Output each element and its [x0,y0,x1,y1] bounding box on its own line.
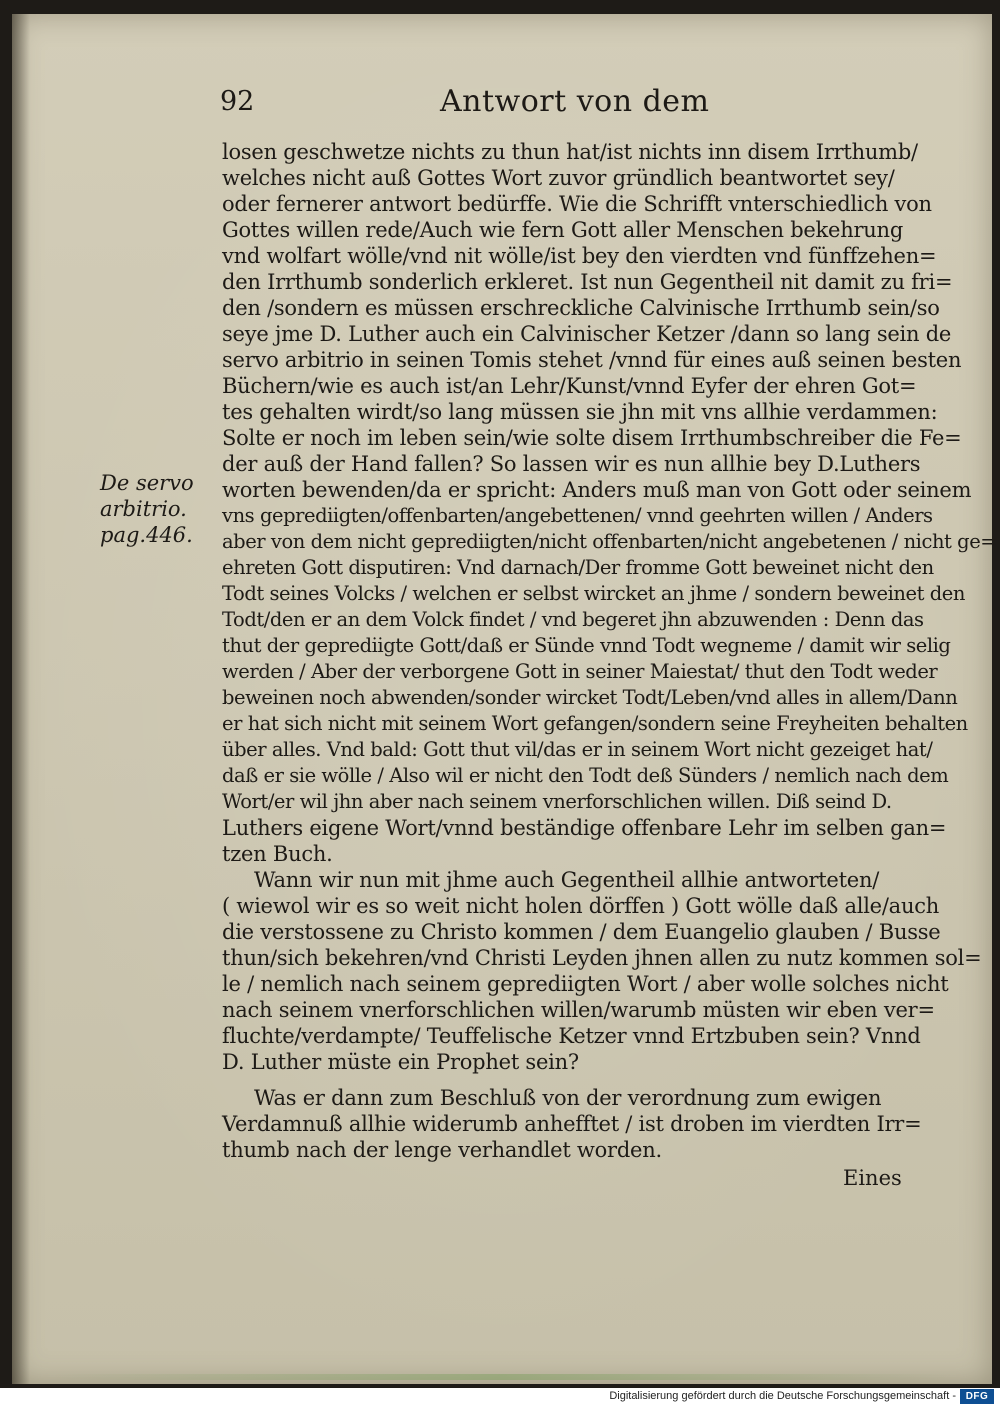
text-line: Wann wir nun mit jhme auch Gegentheil allhie antworteten/ [254,868,880,892]
text-line: Gottes willen rede/Auch wie fern Gott aller Menschen bekehrung [222,218,904,242]
text-line: thumb nach der lenge verhandlet worden. [222,1138,662,1162]
margin-note-line: pag.446. [100,523,193,547]
page-number: 92 [220,86,255,117]
running-head: Antwort von dem [440,84,710,119]
text-line: oder fernerer antwort bedürffe. Wie die Schrifft vnterschiedlich von [222,192,932,216]
text-line: welches nicht auß Gottes Wort zuvor gründlich beantwortet sey/ [222,166,895,190]
text-line: fluchte/verdampte/ Teuffelische Ketzer vnnd Ertzbuben sein? Vnnd [222,1024,921,1048]
text-line: servo arbitrio in seinen Tomis stehet /vnnd für eines auß seinen besten [222,348,962,372]
text-line: werden / Aber der verborgene Gott in seiner Maiestat/ thut den Todt weder [222,660,938,683]
text-line: nach seinem vnerforschlichen willen/warumb müsten wir eben ver= [222,998,935,1022]
text-line: le / nemlich nach seinem geprediigten Wort / aber wolle solches nicht [222,972,949,996]
text-line: vnd wolfart wölle/vnd nit wölle/ist bey den vierdten vnd fünffzehen= [222,244,937,268]
text-line: der auß der Hand fallen? So lassen wir es nun allhie bey D.Luthers [222,452,921,476]
text-line: worten bewenden/da er spricht: Anders muß man von Gott oder seinem [222,478,972,502]
page-binding-shadow [12,14,30,1384]
text-line: Todt/den er an dem Volck findet / vnd begeret jhn abzuwenden : Denn das [222,608,924,631]
text-line: er hat sich nicht mit seinem Wort gefangen/sondern seine Freyheiten behalten [222,712,968,735]
text-line: den /sondern es müssen erschreckliche Calvinische Irrthumb sein/so [222,296,940,320]
text-line: Todt seines Volcks / welchen er selbst wircket an jhme / sondern beweinet den [222,582,965,605]
text-line: tzen Buch. [222,842,333,866]
text-line: beweinen noch abwenden/sonder wircket Todt/Leben/vnd alles in allem/Dann [222,686,958,709]
text-line: Wort/er wil jhn aber nach seinem vnerforschlichen willen. Diß seind D. [222,790,892,813]
funding-credit: Digitalisierung gefördert durch die Deutsche Forschungsgemeinschaft - [609,1390,956,1402]
dfg-logo: DFG [960,1389,994,1404]
text-line: seye jme D. Luther auch ein Calvinischer Ketzer /dann so lang sein de [222,322,952,346]
margin-note-line: De servo [100,471,194,495]
text-line: Was er dann zum Beschluß von der verordnung zum ewigen [254,1086,882,1110]
text-line: thut der geprediigte Gott/daß er Sünde vnnd Todt wegneme / damit wir selig [222,634,951,657]
margin-note [100,470,194,548]
text-line: ehreten Gott disputiren: Vnd darnach/Der fromme Gott beweinet nicht den [222,556,934,579]
text-line: losen geschwetze nichts zu thun hat/ist nichts inn disem Irrthumb/ [222,140,918,164]
text-line: Büchern/wie es auch ist/an Lehr/Kunst/vnnd Eyfer der ehren Got= [222,374,917,398]
text-line: Verdamnuß allhie widerumb anhefftet / ist droben im vierdten Irr= [222,1112,922,1136]
text-line: aber von dem nicht geprediigten/nicht offenbarten/nicht angebetenen / nicht ge= [222,530,997,553]
text-line: thun/sich bekehren/vnd Christi Leyden jhnen allen zu nutz kommen sol= [222,946,982,970]
text-line: ( wiewol wir es so weit nicht holen dörffen ) Gott wölle daß alle/auch [222,894,940,918]
text-line: daß er sie wölle / Also wil er nicht den Todt deß Sünders / nemlich nach dem [222,764,949,787]
text-line: vns geprediigten/offenbarten/angebettenen/ vnnd geehrten willen / Anders [222,504,933,527]
text-line: über alles. Vnd bald: Gott thut vil/das er in seinem Wort nicht gezeiget hat/ [222,738,933,761]
text-line: tes gehalten wirdt/so lang müssen sie jhn mit vns allhie verdammen: [222,400,938,424]
text-line: die verstossene zu Christo kommen / dem Euangelio glauben / Busse [222,920,941,944]
text-line: den Irrthumb sonderlich erkleret. Ist nun Gegentheil nit damit zu fri= [222,270,953,294]
catchword: Eines [843,1166,902,1190]
text-line: Luthers eigene Wort/vnnd beständige offenbare Lehr im selben gan= [222,816,947,840]
text-line: Solte er noch im leben sein/wie solte disem Irrthumbschreiber die Fe= [222,426,962,450]
margin-note-line: arbitrio. [100,497,187,521]
text-line: D. Luther müste ein Prophet sein? [222,1050,579,1074]
page-edge-stain [52,1374,952,1380]
